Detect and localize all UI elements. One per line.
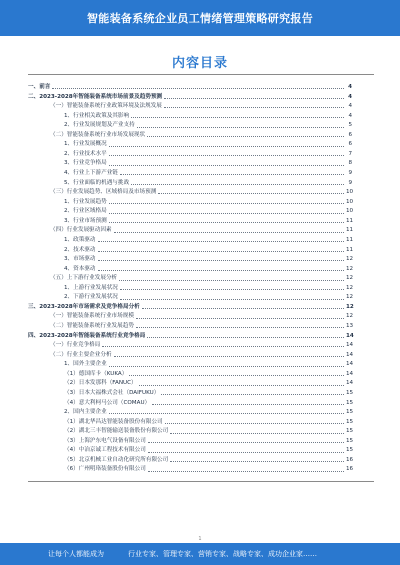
toc-entry-page: 12 [346,294,354,301]
toc-entry[interactable] [28,427,352,437]
dot-leader [109,165,344,166]
toc-entry-page: 15 [346,437,354,444]
toc-entry-label: （三）行业发展趋势、区域格局及市场预测 [50,189,157,196]
toc-entry-page: 12 [346,284,354,291]
toc-entry-page: 12 [346,313,354,320]
toc-entry-label: 3、行业竞争格局 [64,160,107,167]
toc-entry-label: 四、2023-2028年智能装备系统行业竞争格局 [28,332,146,339]
dot-leader [148,442,344,443]
toc-entry-label: （3）日本大福株式会社（DAIFUKU） [64,389,160,396]
toc-entry-page: 15 [346,447,354,454]
toc-entry-label: （一）智能装备系统行业政策环境及法规发展 [50,103,162,110]
dot-leader [165,423,344,424]
toc-entry-label: （2）湖北三丰智能输送装备股份有限公司 [64,428,169,435]
toc-entry[interactable] [28,198,352,208]
toc-entry-page: 12 [346,256,354,263]
toc-entry[interactable] [28,150,352,160]
toc-entry[interactable] [28,246,352,256]
toc-entry-label: 一、前言 [28,83,51,90]
toc-entry-page: 4 [345,114,352,120]
toc-heading: 内容目录 [171,56,228,71]
toc-entry-page: 13 [346,323,354,330]
toc-entry-page: 16 [346,456,354,463]
toc-entry[interactable] [28,140,352,150]
toc-entry[interactable] [28,437,352,447]
toc-entry-label: （四）行业发展驱动因素 [50,227,112,234]
toc-entry-label: （一）智能装备系统行业市场规模 [50,313,134,320]
toc-entry[interactable] [28,313,352,323]
dot-leader [120,289,344,290]
toc-entry-label: 1、上游行业发展状况 [64,284,118,291]
dot-leader [136,318,344,319]
dot-leader [136,327,344,328]
dot-leader [139,385,344,386]
dot-leader [158,193,344,194]
toc-entry-label: 2、国内主要企业 [64,409,107,416]
toc-entry[interactable] [28,446,352,456]
toc-entry-page: 11 [346,217,354,224]
dot-leader [137,127,344,128]
dot-leader [52,88,344,89]
toc-entry-page: 9 [345,171,352,177]
toc-entry-page: 6 [345,133,352,139]
toc-entry-page: 4 [345,104,352,110]
toc-entry-label: 3、市场驱动 [64,256,96,263]
toc-entry-page: 11 [346,246,354,253]
toc-entry[interactable] [28,188,352,198]
divider [28,74,374,75]
toc-entry-page: 15 [346,399,354,406]
dot-leader [147,136,344,137]
toc-entry[interactable] [28,466,352,476]
toc-entry[interactable] [28,112,352,122]
toc-entry-page: 10 [346,198,354,205]
table-of-contents [28,83,352,475]
header-banner [0,0,400,36]
dot-leader [102,346,344,347]
toc-entry-label: 1、行业相关政策及其影响 [64,112,130,119]
toc-entry-label: 二、2023-2028年智能装备系统市场前景及趋势预测 [28,93,163,100]
toc-entry-page: 7 [345,152,352,158]
toc-entry-page: 5 [345,123,352,129]
toc-entry-label: （1）德国库卡（KUKA） [64,370,128,377]
footer-roles: 行业专家、管理专家、营销专家、战略专家、成功企业家…… [128,550,317,558]
divider [28,481,374,482]
dot-leader [98,260,344,261]
dot-leader [98,241,344,242]
toc-entry-label: （4）中冶京诚工程技术有限公司 [64,447,146,454]
toc-entry-label: 2、行业发展规划及产业支持 [64,122,135,129]
report-title: 智能装备系统企业员工情绪管理策略研究报告 [87,12,313,25]
dot-leader [109,155,344,156]
dot-leader [129,375,344,376]
toc-entry-page: 6 [345,142,352,148]
toc-entry[interactable] [28,121,352,131]
dot-leader [109,413,344,414]
dot-leader [114,232,344,233]
toc-entry-page: 12 [346,275,354,282]
toc-entry[interactable] [28,93,352,103]
toc-entry-page: 10 [346,189,354,196]
toc-entry[interactable] [28,236,352,246]
toc-entry-label: 4、资本驱动 [64,265,96,272]
dot-leader [109,213,344,214]
toc-entry-page: 9 [345,181,352,187]
toc-entry[interactable] [28,389,352,399]
toc-entry[interactable] [28,274,352,284]
toc-entry[interactable] [28,265,352,275]
toc-entry-label: （二）智能装备系统行业市场发展现状 [50,131,146,138]
toc-entry[interactable] [28,284,352,294]
toc-entry-page: 14 [346,351,354,358]
toc-entry[interactable] [28,102,352,112]
toc-entry-label: 2、下游行业发展状况 [64,294,118,301]
toc-entry[interactable] [28,418,352,428]
dot-leader [98,251,344,252]
toc-entry-label: （4）意大利柯马公司（COMAU） [64,399,151,406]
toc-entry-page: 12 [346,265,354,272]
toc-entry-label: 1、国外主要企业 [64,361,107,368]
dot-leader [120,299,344,300]
toc-entry-label: 4、行业上下游产业链 [64,170,118,177]
toc-entry-page: 4 [345,85,352,91]
toc-entry[interactable] [28,408,352,418]
toc-entry-page: 4 [345,95,352,101]
toc-entry-page: 14 [346,380,354,387]
toc-entry-label: 2、技术驱动 [64,246,96,253]
toc-entry-label: 1、政策驱动 [64,236,96,243]
dot-leader [109,146,344,147]
dot-leader [142,308,344,309]
footer-banner [0,543,400,565]
toc-entry-label: （五）上下游行业发展分析 [50,275,118,282]
toc-entry[interactable] [28,207,352,217]
toc-entry-page: 15 [346,409,354,416]
toc-entry-page: 10 [346,208,354,215]
toc-entry-page: 14 [346,370,354,377]
dot-leader [114,356,344,357]
toc-entry[interactable] [28,351,352,361]
toc-entry[interactable] [28,341,352,351]
dot-leader [161,394,344,395]
toc-entry-page: 15 [346,428,354,435]
toc-entry[interactable] [28,293,352,303]
toc-entry-label: （二）行业主要企业分析 [50,351,112,358]
dot-leader [152,404,344,405]
dot-leader [119,280,344,281]
toc-entry-label: （2）日本发那科（FANUC） [64,380,137,387]
toc-entry[interactable] [28,379,352,389]
dot-leader [148,471,344,472]
dot-leader [170,433,344,434]
toc-entry[interactable] [28,169,352,179]
toc-entry[interactable] [28,370,352,380]
dot-leader [109,366,344,367]
toc-entry-label: （二）智能装备系统行业发展趋势 [50,323,134,330]
toc-entry[interactable] [28,360,352,370]
toc-entry[interactable] [28,83,352,93]
toc-entry[interactable] [28,255,352,265]
toc-entry-page: 15 [346,418,354,425]
toc-entry[interactable] [28,226,352,236]
dot-leader [131,117,344,118]
toc-entry-page: 12 [346,303,354,310]
toc-entry-label: （1）湖北华昌达智能装备股份有限公司 [64,418,163,425]
dot-leader [170,461,344,462]
toc-entry-label: 2、行业区域格局 [64,208,107,215]
dot-leader [109,222,344,223]
dot-leader [120,174,344,175]
toc-entry-label: 1、行业发展趋势 [64,198,107,205]
toc-entry[interactable] [28,131,352,141]
toc-entry[interactable] [28,160,352,170]
dot-leader [131,184,344,185]
dot-leader [164,107,344,108]
toc-entry-label: 2、行业技术水平 [64,150,107,157]
toc-entry-label: 3、行业市场预测 [64,217,107,224]
toc-entry-label: （5）北京机械工业自动化研究所有限公司 [64,456,169,463]
toc-entry-page: 11 [346,227,354,234]
dot-leader [148,452,344,453]
toc-entry-page: 16 [346,466,354,473]
dot-leader [164,98,344,99]
toc-entry-page: 15 [346,389,354,396]
dot-leader [147,337,344,338]
toc-entry[interactable] [28,322,352,332]
toc-entry-page: 14 [346,342,354,349]
toc-entry[interactable] [28,217,352,227]
toc-entry-page: 8 [345,161,352,167]
toc-entry-label: （一）行业竞争格局 [50,342,101,349]
toc-entry-label: 三、2023-2028年市场需求及竞争格局分析 [28,303,140,310]
toc-entry-label: 5、行业面临的机遇与挑战 [64,179,130,186]
toc-entry-page: 11 [346,236,354,243]
dot-leader [98,270,344,271]
toc-entry[interactable] [28,399,352,409]
dot-leader [109,203,344,204]
toc-entry-label: （3）上海沪东电气设备有限公司 [64,437,146,444]
toc-entry[interactable] [28,456,352,466]
toc-entry[interactable] [28,179,352,189]
toc-entry-page: 14 [346,332,354,339]
toc-entry-page: 14 [346,361,354,368]
toc-entry[interactable] [28,332,352,342]
footer-slogan: 让每个人都能成为 [48,550,104,558]
toc-entry-label: 1、行业发展概况 [64,141,107,148]
toc-entry[interactable] [28,303,352,313]
toc-entry-label: （6）广州明珞装备股份有限公司 [64,466,146,473]
page-number: 1 [198,536,202,542]
